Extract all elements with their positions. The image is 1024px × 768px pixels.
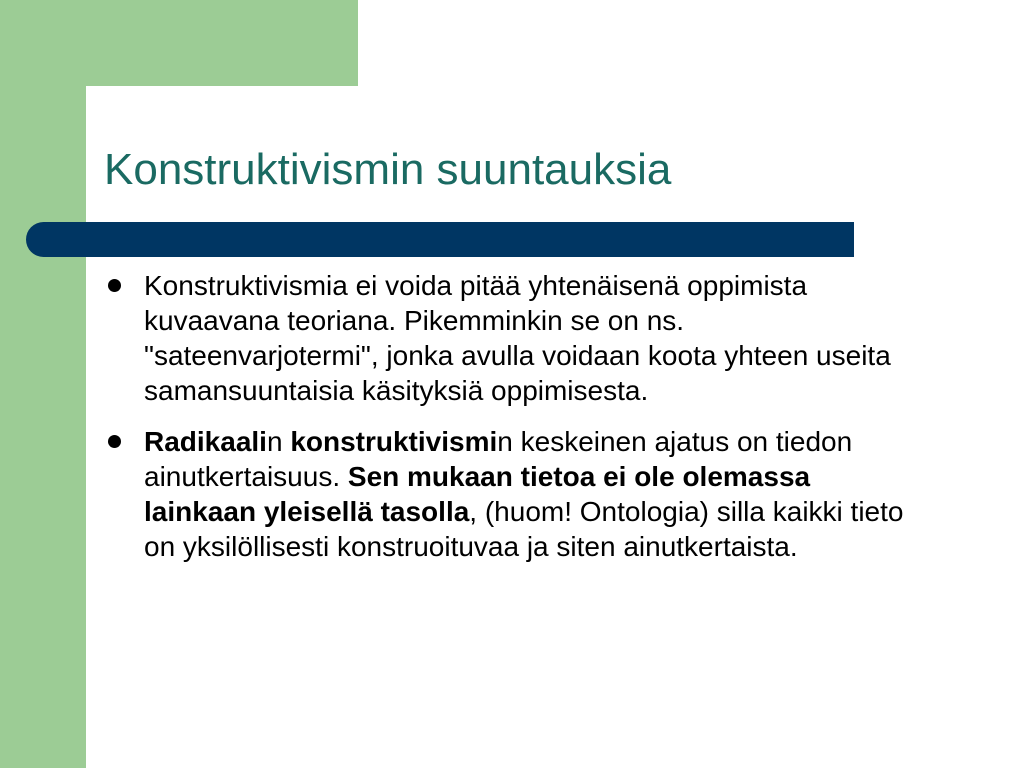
bullet-item — [108, 424, 908, 564]
bullet-text: n — [266, 426, 291, 457]
green-top-band — [0, 0, 358, 86]
bullet-text: n keskeinen ajatus on tiedon ainutkertaisuus. — [144, 426, 853, 492]
bullet-text-bold: Radikaali — [144, 426, 267, 457]
bullet-text: , (huom! Ontologia) silla kaikki tieto on yksilöllisesti konstruoituvaa ja siten ainutkertaista. — [144, 496, 904, 562]
green-side-band — [0, 0, 86, 768]
title-underline-bar — [26, 222, 854, 257]
slide-title: Konstruktivismin suuntauksia — [104, 145, 672, 194]
bullet-text: Konstruktivismia ei voida pitää yhtenäisenä oppimista kuvaavana teoriana. Pikemminkin se on ns. "sateenvarjotermi", jonka avulla voidaan koota yhteen useita samansuuntaisia käsityksiä oppimisesta. — [144, 270, 891, 406]
bullet-item — [108, 268, 908, 408]
bullet-text-bold: Sen mukaan tietoa ei ole olemassa lainkaan yleisellä tasolla — [144, 461, 811, 527]
bullet-text-bold: konstruktivismi — [290, 426, 498, 457]
bullet-dot-icon — [108, 279, 121, 292]
bullet-dot-icon — [108, 435, 121, 448]
bullet-list — [108, 268, 908, 580]
